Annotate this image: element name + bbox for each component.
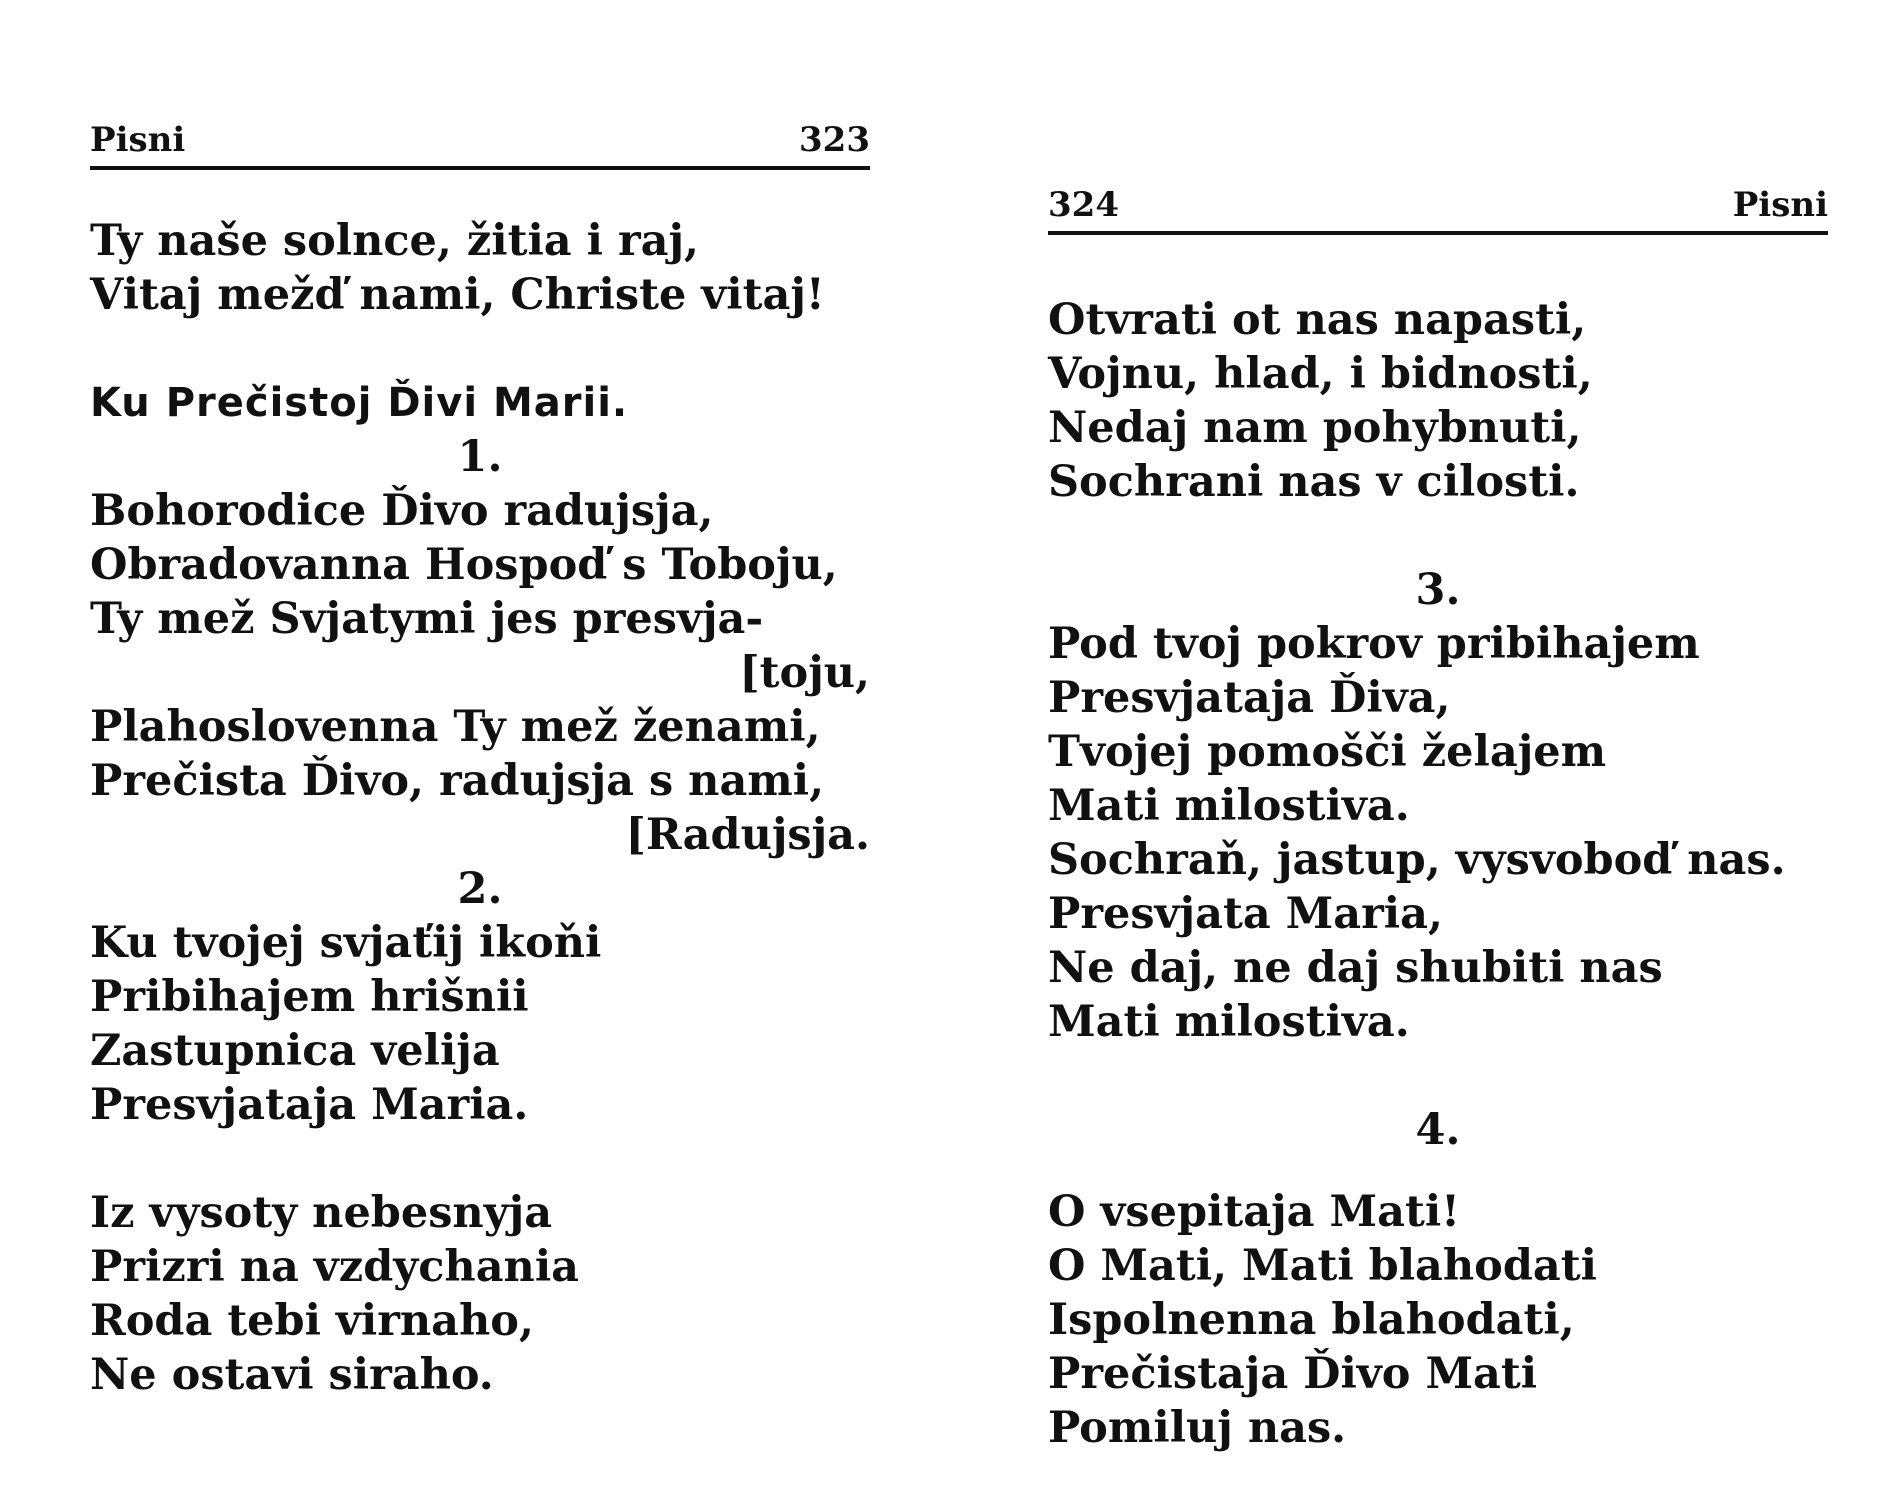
verse-line: Bohorodice Ďivo radujsja,: [90, 486, 714, 536]
verse-line: Sochrani nas v cilosti.: [1048, 457, 1580, 507]
verse-line: Ty mež Svjatymi jes presvja-: [90, 594, 764, 644]
verse-line: Pod tvoj pokrov pribihajem: [1048, 619, 1700, 669]
verse-line-continuation: [toju,: [739, 648, 870, 698]
right-header-title: Pisni: [1732, 185, 1828, 225]
verse-line: Ty naše solnce, žitia i raj,: [90, 216, 699, 266]
right-running-head: [1048, 185, 1828, 235]
verse-line: Presvjataja Maria.: [90, 1080, 529, 1130]
verse-line: Plahoslovenna Ty mež ženami,: [90, 702, 821, 752]
left-running-head: [90, 120, 870, 170]
verse-line: Ispolnenna blahodati,: [1048, 1295, 1575, 1345]
verse-line: Tvojej pomošči želajem: [1048, 727, 1607, 777]
verse-line: Presvjataja Ďiva,: [1048, 673, 1451, 723]
verse-line: Presvjata Maria,: [1048, 889, 1443, 939]
stanza-number-3: 3.: [1415, 565, 1461, 615]
verse-line: Obradovanna Hospoď s Toboju,: [90, 540, 838, 590]
left-header-title: Pisni: [90, 120, 186, 160]
right-page-number: 324: [1048, 185, 1119, 225]
verse-line: O Mati, Mati blahodati: [1048, 1241, 1597, 1291]
verse-line: Otvrati ot nas napasti,: [1048, 295, 1587, 345]
verse-line: Ne ostavi siraho.: [90, 1350, 494, 1400]
verse-line: Iz vysoty nebesnyja: [90, 1188, 553, 1238]
left-text-block: [90, 214, 870, 1402]
verse-line: Zastupnica velija: [90, 1026, 500, 1076]
verse-line: Prečistaja Ďivo Mati: [1048, 1349, 1538, 1399]
verse-line: Ne daj, ne daj shubiti nas: [1048, 943, 1663, 993]
verse-line: Prizri na vzdychania: [90, 1242, 580, 1292]
stanza-number-1: 1.: [457, 432, 503, 482]
verse-line: Sochraň, jastup, vysvoboď nas.: [1048, 835, 1786, 885]
right-page: [1048, 185, 1828, 1455]
verse-line: Vitaj mežď nami, Christe vitaj!: [90, 270, 825, 320]
right-text-block: [1048, 293, 1828, 1455]
verse-line: Nedaj nam pohybnuti,: [1048, 403, 1582, 453]
verse-line-continuation: [Radujsja.: [625, 810, 870, 860]
stanza-number-2: 2.: [457, 864, 503, 914]
verse-line: O vsepitaja Mati!: [1048, 1187, 1461, 1237]
verse-line: Vojnu, hlad, i bidnosti,: [1048, 349, 1593, 399]
verse-line: Prečista Ďivo, radujsja s nami,: [90, 756, 825, 806]
section-title: Ku Prečistoj Ďivi Marii.: [90, 380, 629, 426]
verse-line: Pribihajem hrišnii: [90, 972, 529, 1022]
verse-line: Pomiluj nas.: [1048, 1403, 1347, 1453]
verse-line: Mati milostiva.: [1048, 997, 1410, 1047]
verse-line: Roda tebi virnaho,: [90, 1296, 534, 1346]
verse-line: Ku tvojej svjaťij ikoňi: [90, 918, 602, 968]
left-page-number: 323: [799, 120, 870, 160]
stanza-number-4: 4.: [1415, 1105, 1461, 1155]
left-page: [90, 120, 870, 1402]
verse-line: Mati milostiva.: [1048, 781, 1410, 831]
